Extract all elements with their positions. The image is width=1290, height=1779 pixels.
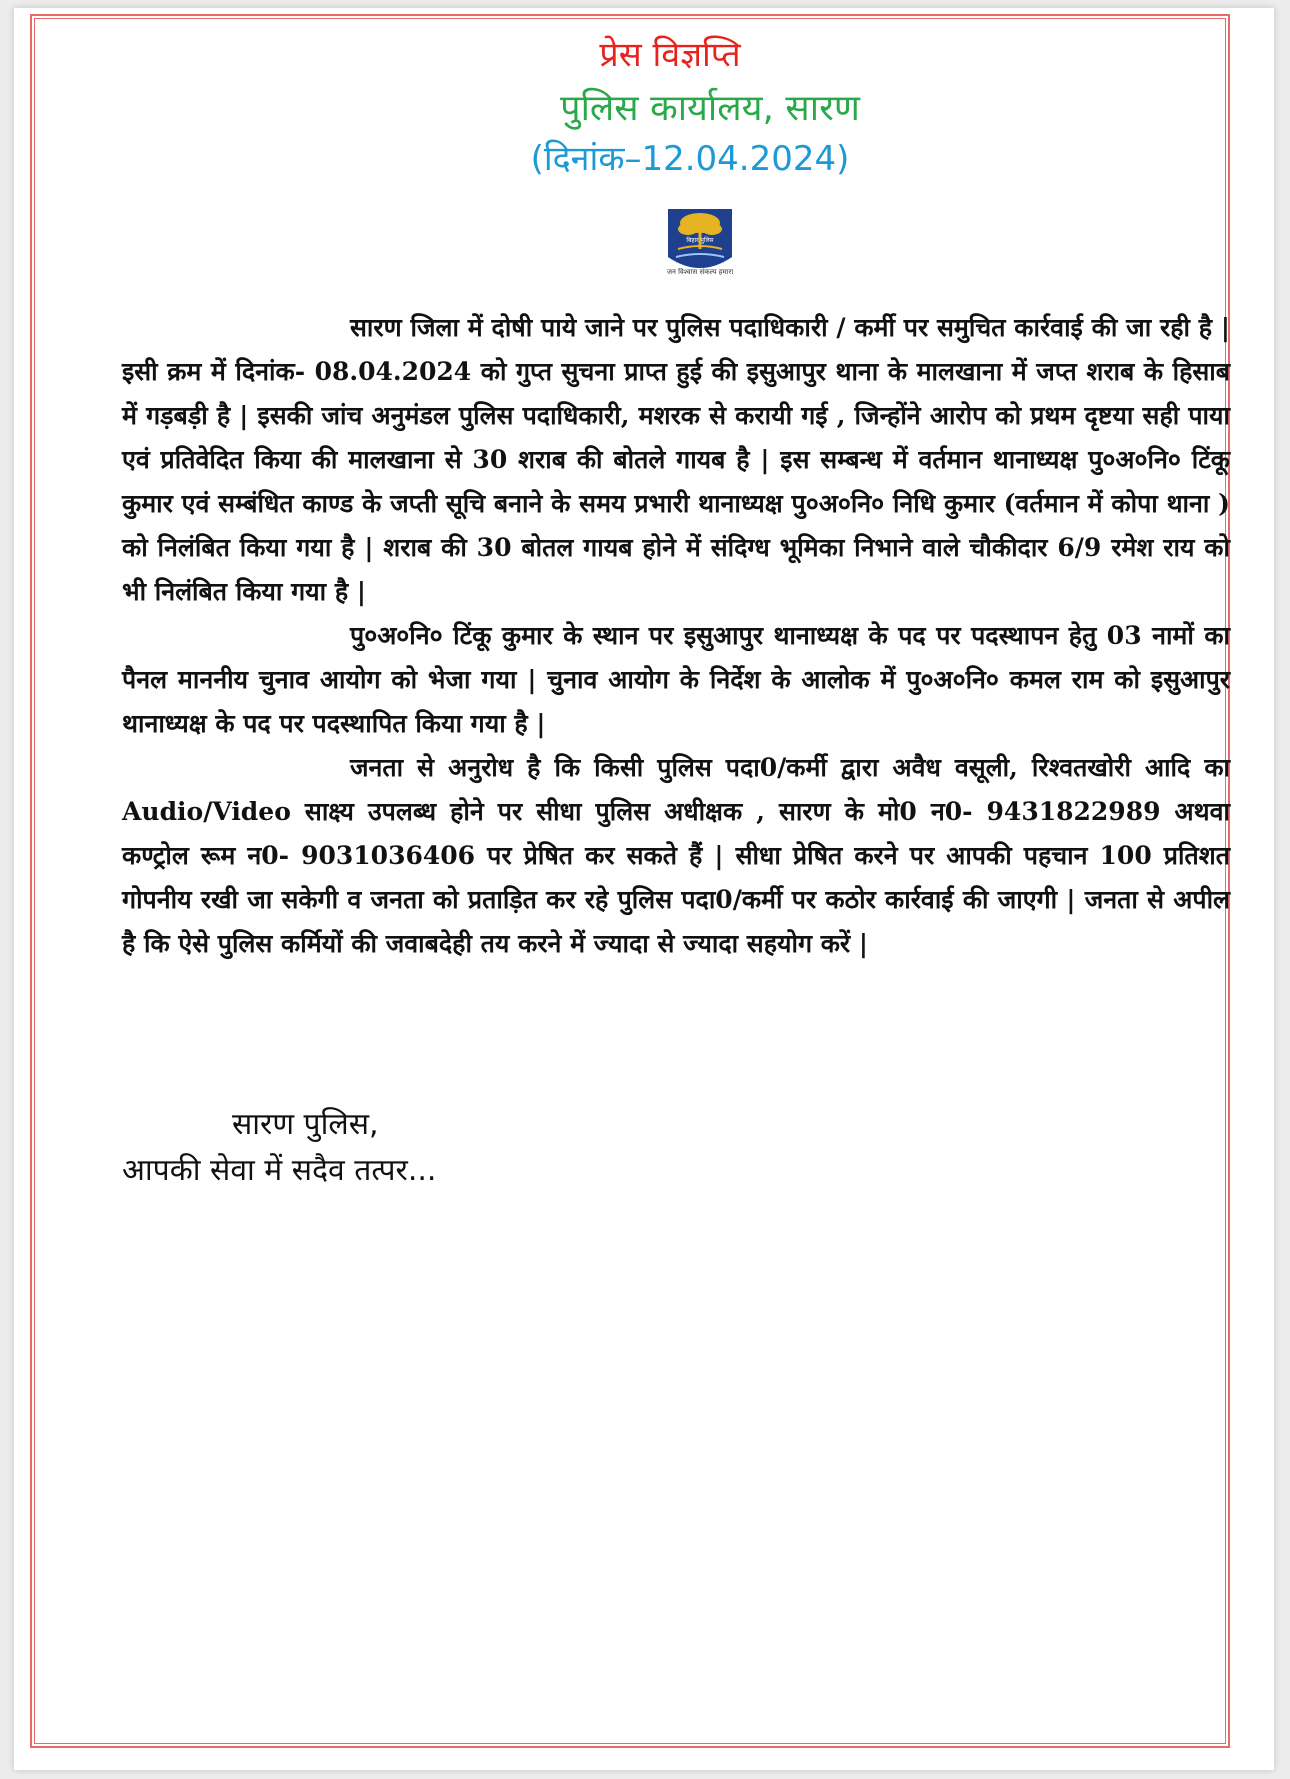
body-paragraph: सारण जिला में दोषी पाये जाने पर पुलिस पदाधिकारी / कर्मी पर समुचित कार्रवाई की जा रही है | इसी क्रम में दिनांक- 08.04.2024 को गुप्त सुचना प्राप्त हुई की इसुआपुर थाना के मालखाना में जप्त शराब के हिसाब में गड़बड़ी है | इसकी जांच अनुमंडल पुलिस पदाधिकारी, मशरक से करायी गई , जिन्होंने आरोप को प्रथम दृष्टया सही पाया एवं प्रतिवेदित किया की मालखाना से 30 शराब की बोतले गायब है | इस सम्बन्ध में वर्तमान थानाध्यक्ष पु०अ०नि० टिंकू कुमार एवं सम्बंधित काण्ड के जप्ती सूचि बनाने के समय प्रभारी थानाध्यक्ष पु०अ०नि० निधि कुमार (वर्तमान में कोपा थाना ) को निलंबित किया गया है | शराब की 30 बोतल गायब होने में संदिग्ध भूमिका निभाने वाले चौकीदार 6/9 रमेश राय को भी निलंबित किया गया है | [122, 313, 1230, 606]
police-office-heading: पुलिस कार्यालय, सारण [560, 88, 860, 129]
release-date: (दिनांक–12.04.2024) [530, 139, 850, 179]
signature-tagline: आपकी सेवा में सदैव तत्पर... [122, 1153, 437, 1188]
logo-motto: जन विश्वास संकल्प हमारा [666, 268, 734, 276]
logo-emblem-text: बिहार पुलिस [686, 237, 714, 244]
press-release-title: प्रेस विज्ञप्ति [599, 35, 741, 75]
body-paragraph: जनता से अनुरोध है कि किसी पुलिस पदा0/कर्मी द्वारा अवैध वसूली, रिश्वतखोरी आदि का Audio/Video साक्ष्य उपलब्ध होने पर सीधा पुलिस अधीक्षक , सारण के मो0 न0- 9431822989 अथवा कण्ट्रोल रूम न0- 9031036406 पर प्रेषित कर सकते हैं | सीधा प्रेषित करने पर आपकी पहचान 100 प्रतिशत गोपनीय रखी जा सकेगी व जनता को प्रताड़ित कर रहे पुलिस पदा0/कर्मी पर कठोर कार्रवाई की जाएगी | जनता से अपील है कि ऐसे पुलिस कर्मियों की जवाबदेही तय करने में ज्यादा से ज्यादा सहयोग करें | [122, 753, 1230, 958]
body-paragraph: पु०अ०नि० टिंकू कुमार के स्थान पर इसुआपुर थानाध्यक्ष के पद पर पदस्थापन हेतु 03 नामों का पैनल माननीय चुनाव आयोग को भेजा गया | चुनाव आयोग के निर्देश के आलोक में पु०अ०नि० कमल राम को इसुआपुर थानाध्यक्ष के पद पर पदस्थापित किया गया है | [122, 621, 1230, 738]
signature-name: सारण पुलिस, [232, 1107, 379, 1142]
press-release-body [122, 306, 1230, 966]
